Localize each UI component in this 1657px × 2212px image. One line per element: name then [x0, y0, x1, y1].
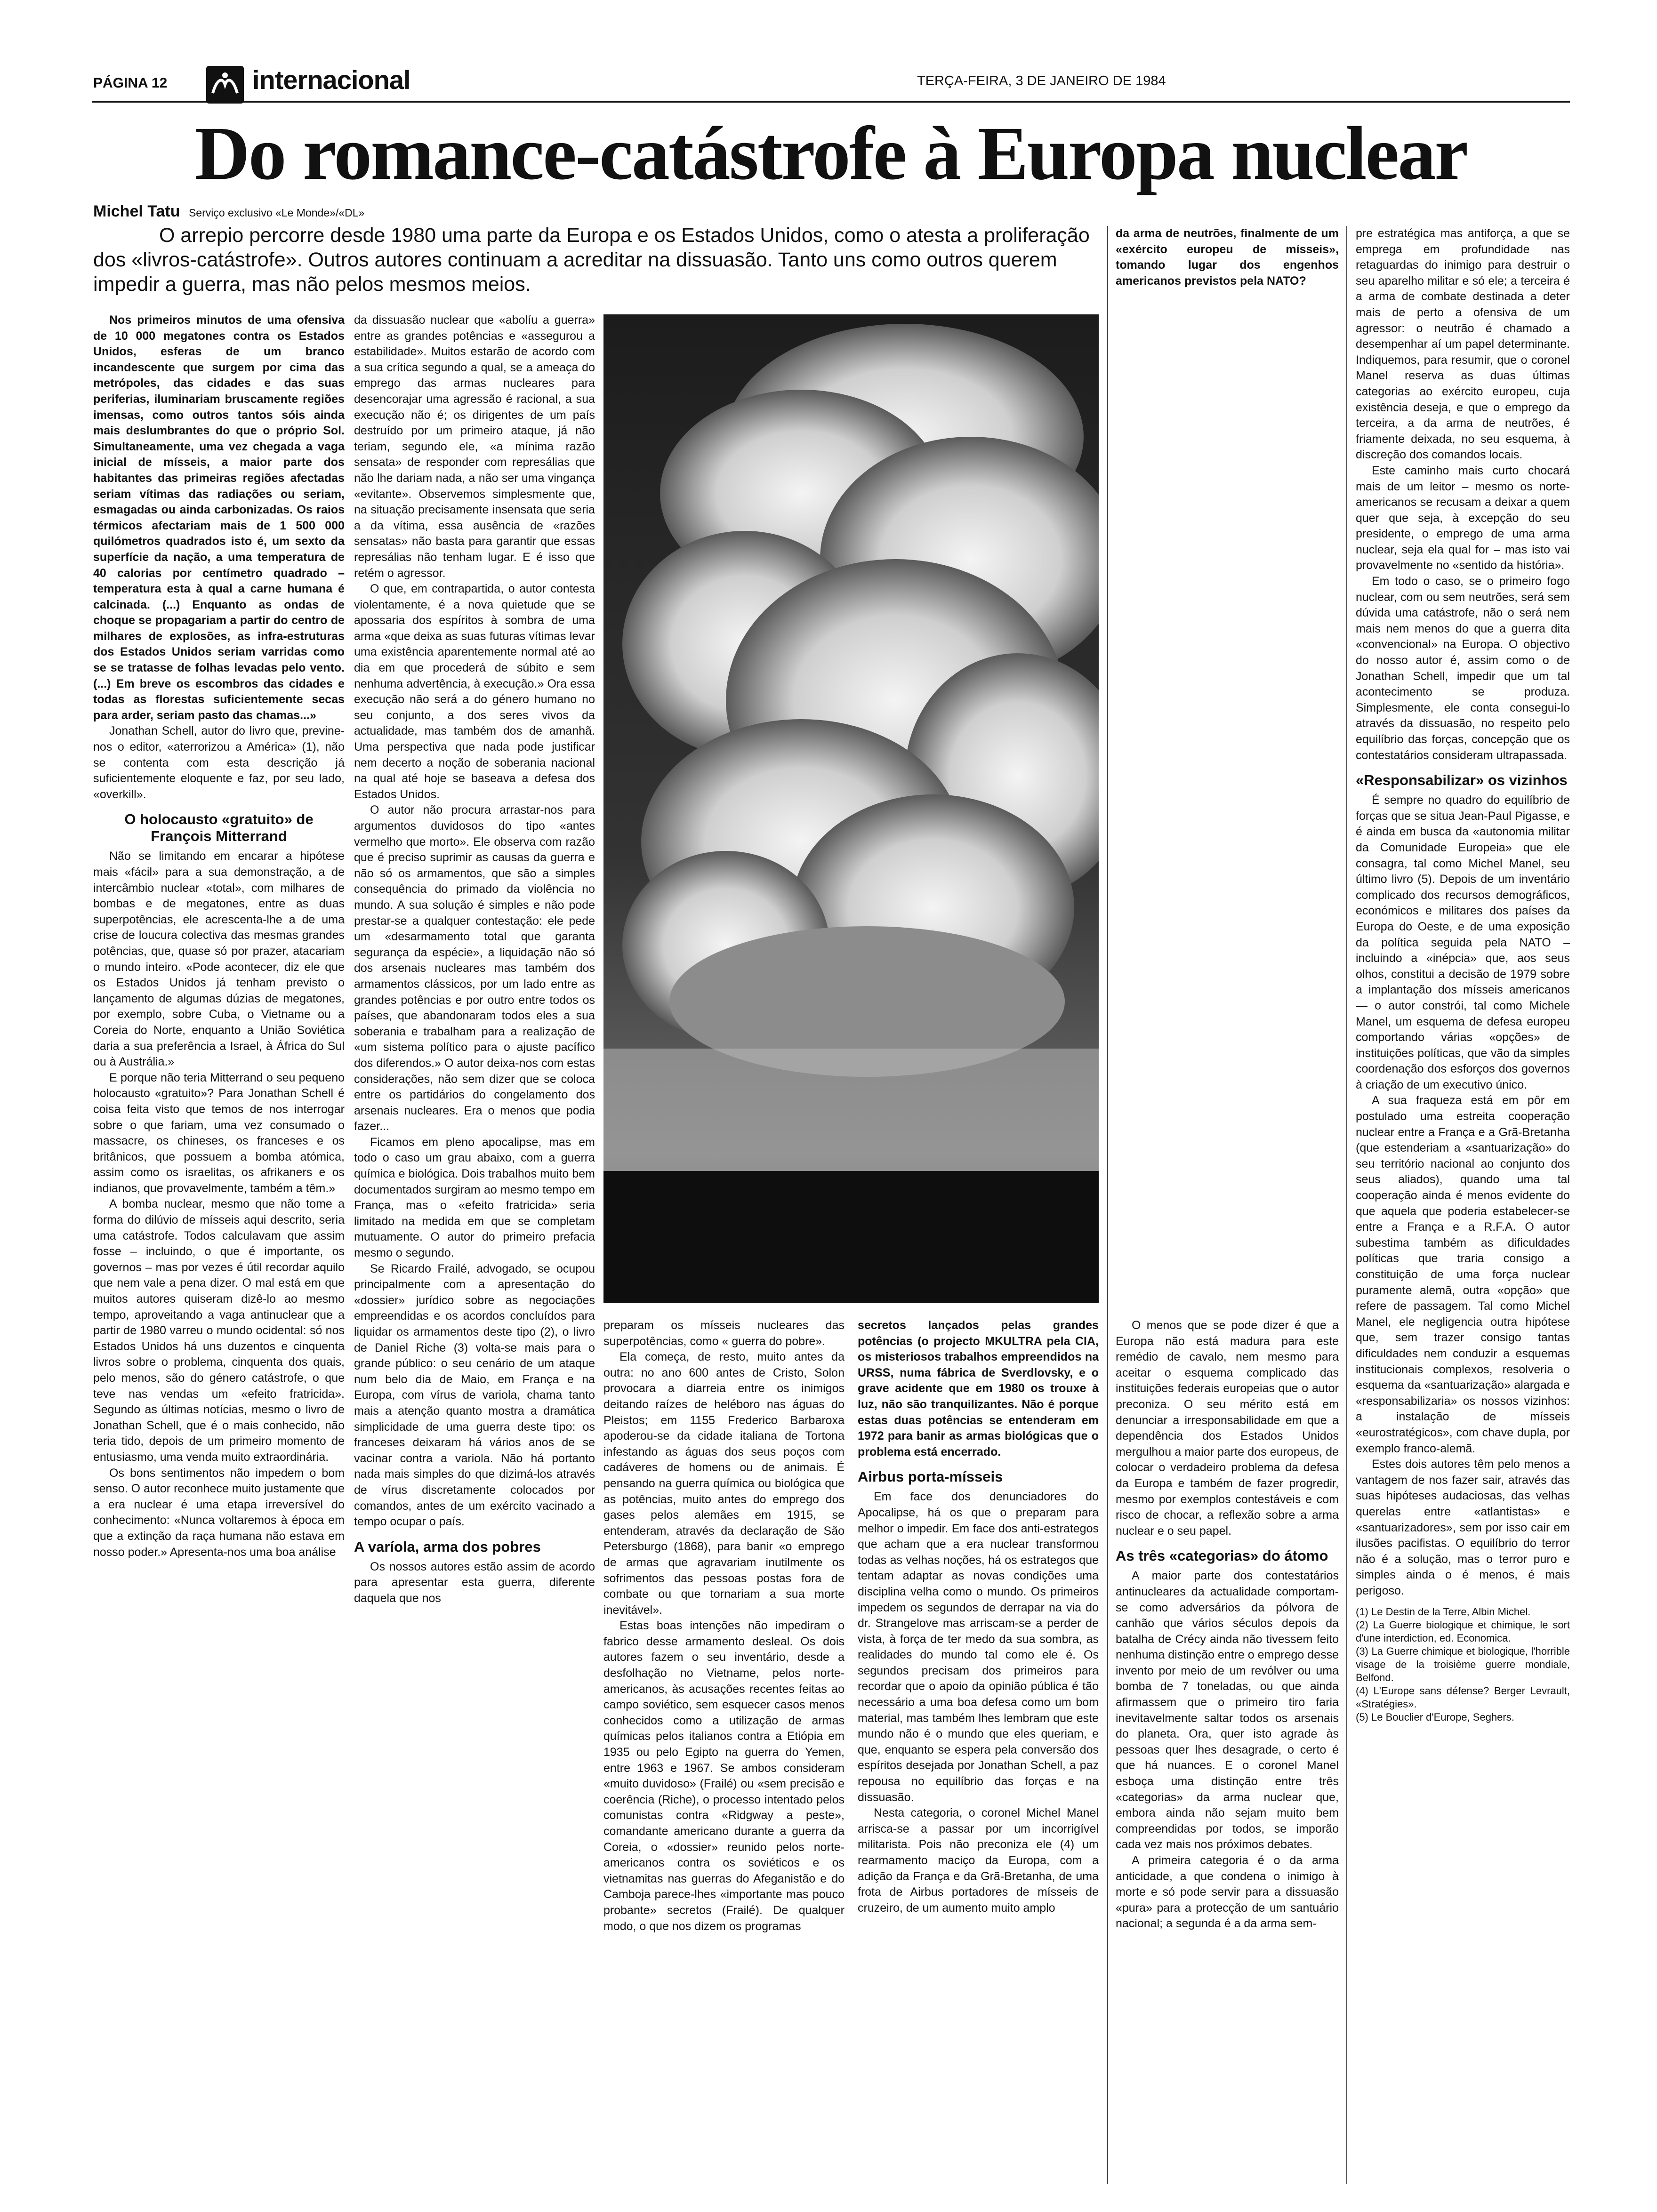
paragraph: O que, em contrapartida, o autor contesta violentamente, é a nova quietude que se apossaria dos espíritos à sombra de uma arma «que deixa as suas futuras vítimas levar uma existência aparentemente normal até ao dia em que procederá de súbito e sem nenhuma advertência, à execução.» Ora essa execução não será a do género humano no seu conjunto, a dos seres vivos da actualidade, mas também dos de amanhã. Uma perspectiva que nada pode justificar nem decerto a noção de soberania nacional na qual até hoje se baseava a defesa dos Estados Unidos. — [354, 582, 595, 801]
article-column-2 — [354, 313, 595, 2195]
column-rule — [1346, 226, 1347, 2184]
paragraph: Não se limitando em encarar a hipótese mais «fácil» para a sua demonstração, a de intercâmbio nuclear «total», com milhares de bombas e de megatones, entre as duas superpotências, ele acrescenta-lhe a de uma crise de loucura colectiva das mesmas grandes potências, que, quase só por prazer, atacariam o mundo inteiro. «Pode acontecer, diz ele que os Estados Unidos já tenham previsto o lançamento de algumas dúzias de megatones, por exemplo, sobre Cuba, o Vietname ou a Coreia do Norte, enquanto a União Soviética daria a sua preferência a Israel, à África do Sul ou à Austrália.» — [93, 850, 345, 1069]
footnote: (5) Le Bouclier d'Europe, Seghers. — [1356, 1711, 1514, 1723]
paragraph: Nos primeiros minutos de uma ofensiva de 10 000 megatones contra os Estados Unidos, esferas de um branco incandescente que surgem por cima das metrópoles, das cidades e das suas periferias, iluminariam bruscamente regiões imensas, como outros tantos sóis ainda mais deslumbrantes do que o próprio Sol. Simultaneamente, uma vez chegada a vaga inicial de mísseis, a maior parte dos habitantes das primeiras regiões afectadas seriam vítimas das radiações ou seriam, esmagadas ou ainda carbonizadas. Os raios térmicos afectariam mais de 1 500 000 quilómetros quadrados isto é, um sexto da superfície da nação, a uma temperatura de 40 calorias por centímetro quadrado – temperatura esta à qual a carne humana é calcinada. (...) Enquanto as ondas de choque se propagariam a partir do centro de milhares de explosões, as infra-estruturas dos Estados Unidos seriam varridas como se se tratasse de folhas levadas pelo vento. (...) Em breve os escombros das cidades e todas as florestas suficientemente secas para arder, seriam pasto das chamas...» — [93, 313, 345, 722]
footnote: (1) Le Destin de la Terre, Albin Michel. — [1356, 1606, 1531, 1618]
subheading: O holocausto «gratuito» de François Mitterrand — [124, 811, 314, 845]
paragraph: Se Ricardo Frailé, advogado, se ocupou principalmente com a apresentação do «dossier» jurídico sobre as negociações empreendidas e os acordos concluídos para liquidar os armamentos deste tipo (2), o livro de Daniel Riche (3) volta-se mais para o grande público: o seu cenário de um ataque num belo dia de Maio, em França e na Europa, com vírus de variola, chama tanto mais a atenção quanto mostra a dramática simplicidade de uma guerra deste tipo: os franceses deixaram há vários anos de se vacinar contra a variola. Não há portanto nada mais simples do que dizimá-los através de vírus discretamente colocados por comandos, antes de um exército vacinado a tempo ocupar o país. — [354, 1262, 595, 1529]
paragraph: da arma de neutrões, finalmente de um «exército europeu de mísseis», tomando lugar dos engenhos americanos previstos pela NATO? — [1116, 227, 1339, 288]
paragraph: Em face dos denunciadores do Apocalipse, há os que o preparam para melhor o impedir. Em face dos anti-estrategos que acham que a era nuclear transformou todas as velhas noções, há os estrategos que tentam adaptar as novas condições uma disciplina velha como o mundo. Os primeiros impedem os segundos de derrapar na via do dr. Strangelove mas arriscam-se a perder de vista, à força de ter medo da sua sombra, as realidades do mundo tal como ele é. Os segundos precisam dos primeiros para recordar que o apoio da opinião pública é tão necessário a uma boa defesa como um bom material, mas também lhes lembram que este mundo não é o mundo que eles queriam, e que, enquanto se espera pela conversão dos espíritos desejada por Jonathan Schell, a paz repousa no equilíbrio das forças e na dissuasão. — [858, 1490, 1099, 1804]
subheading: As três «categorias» do átomo — [1116, 1547, 1328, 1564]
footnotes — [1356, 1605, 1570, 1724]
paragraph: Estes dois autores têm pelo menos a vantagem de nos fazer sair, através das suas hipóteses audaciosas, das velhas querelas entre «atlantistas» e «santuarizadores», sem por isso cair em ilusões pacifistas. O equilíbrio do terror não é a solução, mas o terror puro e simples ainda o é menos, é mais perigoso. — [1356, 1458, 1570, 1597]
byline-author: Michel Tatu — [93, 202, 180, 220]
subheading: «Responsabilizar» os vizinhos — [1356, 772, 1568, 789]
issue-date: TERÇA-FEIRA, 3 DE JANEIRO DE 1984 — [917, 73, 1166, 88]
paragraph: Os bons sentimentos não impedem o bom senso. O autor reconhece muito justamente que a era nuclear é uma etapa irreversível do conhecimento: «Nunca voltaremos à época em que a extinção da raça humana não estava em nosso poder.» Apresenta-nos uma boa análise — [93, 1466, 345, 1559]
article-column-3 — [603, 1318, 845, 2193]
column-rule — [1107, 226, 1108, 2184]
section-logo-icon — [206, 66, 244, 104]
byline — [93, 202, 364, 221]
paragraph: Em todo o caso, se o primeiro fogo nuclear, com ou sem neutrões, será sem dúvida uma catástrofe, não o será nem mais nem menos do que a guerra dita «convencional» na Europa. O objectivo do nosso autor é, assim como o de Jonathan Schell, impedir que um tal acontecimento se produza. Simplesmente, ele conta consegui-lo através da dissuasão, no respeito pelo equilíbrio das forças, concepção que os contestatários consideram ultrapassada. — [1356, 575, 1570, 762]
paragraph: O autor não procura arrastar-nos para argumentos duvidosos do tipo «antes vermelho que morto». Ele observa com razão que é preciso suprimir as causas da guerra e não só os armamentos, que são a simples consequência do primado da violência no mundo. A sua solução é simples e não pode prestar-se a qualquer contestação: ele pede um «desarmamento total que garanta segurança da espécie», a liquidação não só dos arsenais nucleares mas também dos armamentos clássicos, por um lado entre as grandes potências e por outro entre todos os países, que abandonaram todos eles a sua soberania e trabalham para a realização de «um sistema político para o ajuste pacífico dos diferendos.» O autor deixa-nos com estas considerações, não sem dizer que se coloca entre os partidários do congelamento dos arsenais nucleares. Era o menos que podia fazer... — [354, 803, 595, 1133]
paragraph: A bomba nuclear, mesmo que não tome a forma do dilúvio de mísseis aqui descrito, seria uma catástrofe. Todos calculavam que assim fosse – incluindo, o que é importante, os governos – mas por vezes é útil recordar aquilo que nem vale a pena dizer. O mal está em que muitos autores quiseram dizê-lo ao mesmo tempo, aproveitando a vaga antinuclear que a partir de 1980 varreu o mundo ocidental: só nos Estados Unidos há uns duzentos e cinquenta livros sobre o problema, cinquenta dos quais, pelo menos, são do género catástrofe, o que teve nas vendas um «efeito fratricida». Segundo as últimas notícias, mesmo o livro de Jonathan Schell, que é o mais conhecido, não teria tido, depois de um primeiro momento de entusiasmo, uma venda muito extraordinária. — [93, 1197, 345, 1464]
paragraph: Ela começa, de resto, muito antes da outra: no ano 600 antes de Cristo, Solon provocara a diarreia entre os inimigos deitando raízes de heléboro nas águas do Pleistos; em 1155 Frederico Barbaroxa apoderou-se da cidade italiana de Tortona infestando as águas dos seus poços com cadáveres de homens ou de animais. É pensando na guerra química ou biológica que as potências, muito antes do emprego dos gases pelos alemães em 1915, se entenderam, através da declaração de São Petersburgo (1868), para banir «o emprego de armas que agravariam inutilmente os sofrimentos das pessoas postas fora de combate ou que tornariam a sua morte inevitável». — [603, 1350, 845, 1617]
section-title: internacional — [252, 65, 410, 95]
footnote: (4) L'Europe sans défense? Berger Levrault, «Stratégies». — [1356, 1685, 1570, 1710]
paragraph: pre estratégica mas antiforça, a que se emprega em profundidade nas retaguardas do inimigo para destruir o seu aparelho militar e só ele; a terceira é a arma de combate destinada a deter mais de perto a ofensiva de um agressor: o neutrão é chamado a desempenhar aí um papel determinante. Indiquemos, para resumir, que o coronel Manel reserva as duas últimas categorias ao exército europeu, cuja existência deseja, e que o emprego da terceira, a da arma de neutrões, é friamente deixada, no seu esquema, à discreção dos comandos locais. — [1356, 227, 1570, 462]
paragraph: preparam os mísseis nucleares das superpotências, como « guerra do pobre». — [603, 1319, 845, 1348]
headline: Do romance-catástrofe à Europa nuclear — [194, 112, 1467, 196]
article-column-5 — [1116, 1318, 1339, 2193]
article-column-4 — [858, 1318, 1099, 2193]
mushroom-cloud-photo — [603, 314, 1099, 1303]
lede: O arrepio percorre desde 1980 uma parte da Europa e os Estados Unidos, como o atesta a proliferação dos «livros-catástrofe». Outros autores continuam a acreditar na dissuasão. Tanto uns como outros querem impedir a guerra, mas não pelos mesmos meios. — [93, 224, 1090, 296]
paragraph: O menos que se pode dizer é que a Europa não está madura para este remédio de cavalo, nem mesmo para aceitar o esquema complicado das instituições federais europeias que o autor preconiza. O seu mérito está em denunciar a irresponsabilidade em que a dependência dos Estados Unidos mergulhou a maior parte dos europeus, de colocar o verdadeiro problema da defesa da Europa e também de fazer progredir, mesmo por exemplos contestáveis e com risco de chocar, a reflexão sobre a arma nuclear e o seu papel. — [1116, 1319, 1339, 1538]
paragraph: E porque não teria Mitterrand o seu pequeno holocausto «gratuito»? Para Jonathan Schell é coisa feita visto que temos de nos interrogar sobre o que fariam, uma vez consumado o massacre, os chineses, os franceses e os britânicos, que possuem a bomba atómica, assim como os israelitas, os afrikaners e os indianos, que provavelmente, também a têm.» — [93, 1071, 345, 1195]
footnote: (3) La Guerre chimique et biologique, l'horrible visage de la troisième guerre mondiale, Belfond. — [1356, 1645, 1570, 1684]
paragraph: A sua fraqueza está em pôr em postulado uma estreita cooperação nuclear entre a França e a Grã-Bretanha (que estenderiam a «santuarização» do seu território nacional ao conjunto dos seus aliados), quando uma tal cooperação ainda é menos evidente do que aquela que poderia estabelecer-se entre a França e a R.F.A. O autor subestima também as dificuldades políticas que traria consigo a constituição de uma força nuclear puramente alemã, outra «opção» que refere de passagem. Tal como Michel Manel, ele negligencia outra hipótese que, sem trazer consigo tantas dificuldades nem conduzir a esquemas institucionais complexos, resolveria o esquema da «santuarização» alargada e «responsabilizaria» os nossos vizinhos: a instalação de mísseis «eurostratégicos», com chave dupla, por exemplo franco-alemã. — [1356, 1094, 1570, 1455]
paragraph: Ficamos em pleno apocalipse, mas em todo o caso um grau abaixo, com a guerra química e biológica. Dois trabalhos muito bem documentados surgiram ao mesmo tempo em França, mas o «efeito fratricida» seria limitado na medida em que se completam mutuamente. O autor do primeiro prefacia mesmo o segundo. — [354, 1135, 595, 1260]
paragraph: Este caminho mais curto chocará mais de um leitor – mesmo os norte-americanos se recusam a deixar a quem quer que seja, à excepção do seu presidente, o emprego de uma arma nuclear, seja ela qual for – mas isto vai provavelmente no «sentido da história». — [1356, 464, 1570, 572]
paragraph: Estas boas intenções não impediram o fabrico desse armamento desleal. Os dois autores fazem o seu inventário, desde a desfolhação no Vietname, pelos norte-americanos, às acusações recentes feitas ao campo soviético, sem esquecer casos menos conhecidos como a utilização de armas químicas pelos italianos contra a Etiópia em 1935 ou pelo Egipto na guerra do Yemen, entre 1963 e 1967. Se ambos consideram «muito duvidoso» (Frailé) ou «sem precisão e coerência (Riche), o processo intentado pelos comunistas contra «Ridgway a peste», comandante americano durante a guerra da Coreia, o «dossier» reunido pelos norte-americanos contra os soviéticos e os vietnamitas nas guerras do Afeganistão e do Camboja parece-lhes «importante mas pouco probante» secretos (Frailé). De qualquer modo, o que nos dizem os programas — [603, 1619, 845, 1933]
paragraph: Nesta categoria, o coronel Michel Manel arrisca-se a passar por um incorrigível militarista. Pois não preconiza ele (4) um rearmamento maciço da Europa, com a adição da França e da Grã-Bretanha, de uma frota de Airbus portadores de mísseis de cruzeiro, de um aumento muito amplo — [858, 1806, 1099, 1915]
paragraph: A primeira categoria é o da arma anticidade, a que condena o inimigo à morte e só pode servir para a dissuasão «pura» para a protecção de um santuário nacional; a segunda é a da arma sem- — [1116, 1854, 1339, 1931]
page-label: PÁGINA 12 — [93, 75, 168, 91]
byline-service: Serviço exclusivo «Le Monde»/«DL» — [188, 207, 365, 219]
subheading: A varíola, arma dos pobres — [354, 1538, 541, 1555]
article-column-5-top — [1116, 226, 1339, 320]
article-column-1 — [93, 313, 345, 2195]
paragraph: É sempre no quadro do equilíbrio de forças que se situa Jean-Paul Pigasse, e é ainda em busca da «autonomia militar da Comunidade Europeia» que ele consagra, tal como Michel Manel, seu último livro (5). Depois de um inventário complicado dos recursos demográficos, económicos e militares dos países da Europa do Oeste, e de uma exposição da política seguida pela NATO – incluindo a «inépcia» que, aos seus olhos, constitui a decisão de 1979 sobre a implantação dos mísseis americanos — o autor constrói, tal como Michele Manel, um esquema de defesa europeu comportando várias «opções» de instituições políticas, que vão da simples coordenação dos esforços dos governos à criação de um executivo único. — [1356, 793, 1570, 1091]
paragraph: Os nossos autores estão assim de acordo para apresentar esta guerra, diferente daquela que nos — [354, 1560, 595, 1605]
footnote: (2) La Guerre biologique et chimique, le sort d'une interdiction, ed. Economica. — [1356, 1619, 1570, 1644]
paragraph: Jonathan Schell, autor do livro que, previne-nos o editor, «aterrorizou a América» (1), não se contenta com esta descrição já suficientemente eloquente e faz, por seu lado, «overkill». — [93, 724, 345, 801]
header-rule — [92, 101, 1570, 103]
article-column-6 — [1356, 226, 1570, 2193]
paragraph: secretos lançados pelas grandes potências (o projecto MKULTRA pela CIA, os misteriosos trabalhos empreendidos na URSS, numa fábrica de Sverdlovsky, e o grave acidente que em 1980 os trouxe à luz, não são tranquilizantes. Não é porque estas duas potências se entenderam em 1972 para banir as armas biológicas que o problema está encerrado. — [858, 1319, 1099, 1459]
subheading: Airbus porta-mísseis — [858, 1468, 1003, 1485]
paragraph: A maior parte dos contestatários antinucleares da actualidade comportam-se como adversários da pólvora de canhão que vários séculos depois da batalha de Crécy ainda não tivessem feito nenhuma distinção entre o emprego desse invento por meio de um revólver ou uma bomba de 7 toneladas, ou que ainda afirmassem que o primeiro tiro faria inevitavelmente saltar todos os arsenais do planeta. Ora, quer isto agrade às pessoas quer lhes desagrade, o certo é que há nuances. E o coronel Manel esboça uma distinção entre três «categorias» da arma nuclear que, embora ainda não sejam muito bem compreendidas por todos, se imporão cada vez mais nos próximos debates. — [1116, 1569, 1339, 1851]
paragraph: da dissuasão nuclear que «abolíu a guerra» entre as grandes potências e «assegurou a estabilidade». Muitos estarão de acordo com a sua crítica segundo a qual, se a ameaça do emprego das armas nucleares para desencorajar uma agressão é racional, a sua execução não é; os dirigentes de um país destruído por um primeiro ataque, já não teriam, segundo ele, «a mínima razão sensata» de responder com represálias que não lhe dariam nada, a não ser uma vingança «evitante». Observemos simplesmente que, na situação precisamente insensata que seria a da vítima, essa ausência de «razões sensatas» não basta para garantir que essas represálias não tenham lugar. E é isso que retém o agressor. — [354, 313, 595, 580]
